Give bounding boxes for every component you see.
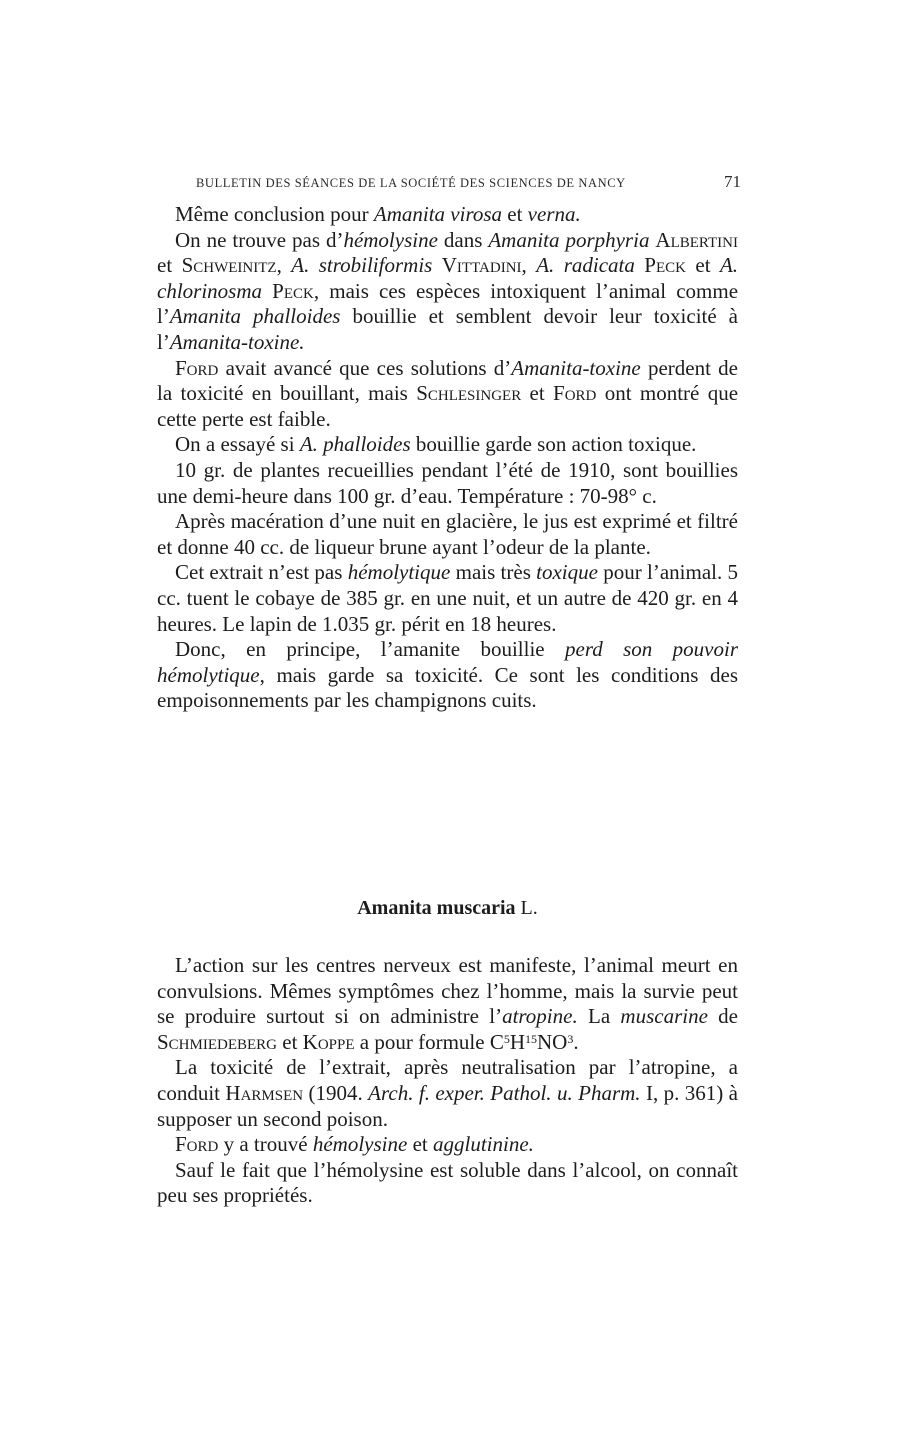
text-run: a pour formule C <box>354 1029 504 1054</box>
text-run: et <box>157 253 182 278</box>
text-run: . <box>573 1029 579 1054</box>
section-title-author: L. <box>515 897 538 919</box>
author-name: Schmiedeberg <box>157 1029 278 1054</box>
italic-text: hémolysine <box>312 1132 408 1157</box>
paragraph <box>157 1132 738 1158</box>
body-text-bottom <box>157 953 738 1209</box>
body-text-top <box>157 202 738 714</box>
text-run: NO <box>537 1029 568 1054</box>
text-run: (1904. <box>303 1080 369 1105</box>
superscript: 5 <box>503 1031 510 1046</box>
author-name: Koppe <box>302 1029 355 1054</box>
paragraph <box>157 458 738 509</box>
text-run: dans <box>437 227 489 252</box>
paragraph <box>157 356 738 433</box>
text-run <box>635 253 644 277</box>
paragraph <box>157 637 738 714</box>
text-run <box>262 279 272 303</box>
italic-text: A. chlorinosma <box>157 253 739 303</box>
section-title <box>157 897 738 920</box>
text-run: de <box>707 1004 738 1029</box>
text-run: , <box>521 253 537 278</box>
italic-text: atropine. <box>502 1004 578 1029</box>
text-run: Sauf le fait que l’hémolysine est soluble dans l’alcool, on connaît peu ses propriétés. <box>157 1157 738 1208</box>
author-name: Harmsen <box>225 1080 304 1105</box>
text-run: et <box>407 1132 433 1157</box>
italic-text: hémolytique <box>347 560 451 585</box>
italic-text: toxique <box>536 560 598 585</box>
author-name: Ford <box>175 355 219 380</box>
paragraph <box>157 1055 738 1132</box>
author-name: Ford <box>175 1132 219 1157</box>
text-run: 10 gr. de plantes recueillies pendant l’été de 1910, sont bouillies une demi-heure dans 100 gr. d’eau. Température : 70-98° c. <box>157 457 738 508</box>
text-run: bouillie et semblent devoir leur toxicité à l’ <box>157 304 738 354</box>
text-run: Après macération d’une nuit en glacière, le jus est exprimé et filtré et donne 40 cc. de liqueur brune ayant l’odeur de la plante. <box>157 509 738 559</box>
italic-text: Arch. f. exper. Pathol. u. Pharm. <box>368 1080 641 1105</box>
paragraph <box>157 560 738 637</box>
text-run: Donc, en principe, l’amanite bouillie <box>175 637 565 662</box>
text-run: et <box>521 381 554 406</box>
italic-text: Amanita-toxine. <box>169 329 305 354</box>
paragraph <box>157 509 738 560</box>
text-run: On ne trouve pas d’ <box>175 227 344 252</box>
italic-text: A. strobiliformis <box>291 253 433 278</box>
text-run: Cet extrait n’est pas <box>175 560 348 585</box>
superscript: 15 <box>525 1031 537 1046</box>
text-run: ont montré que cette perte est faible. <box>157 381 739 431</box>
text-run: bouillie garde son action toxique. <box>410 432 697 457</box>
author-name: Albertini <box>655 227 738 252</box>
superscript: 3 <box>567 1031 574 1046</box>
text-run: La toxicité de l’extrait, après neutralisation par l’atropine, a conduit <box>157 1055 738 1105</box>
italic-text: Amanita virosa <box>373 202 503 226</box>
author-name: Vittadini <box>441 253 522 278</box>
text-run: et <box>277 1029 303 1054</box>
italic-text: Amanita-toxine <box>511 355 641 380</box>
text-run: y a trouvé <box>218 1132 313 1157</box>
section-title-name: Amanita muscaria <box>357 897 516 919</box>
italic-text: Amanita porphyria <box>488 227 650 252</box>
text-run: avait avancé que ces solutions d’ <box>218 355 512 380</box>
page-number: 71 <box>724 172 741 191</box>
author-name: Peck <box>644 253 686 278</box>
author-name: Ford <box>553 381 597 406</box>
text-run: et <box>502 202 528 226</box>
running-title: BULLETIN DES SÉANCES DE LA SOCIÉTÉ DES SCIENCES DE NANCY <box>196 176 626 190</box>
text-run: et <box>685 253 720 278</box>
text-run: Même conclusion pour <box>175 202 374 226</box>
text-run <box>432 253 441 277</box>
paragraph <box>157 1158 738 1209</box>
italic-text: verna. <box>527 202 581 226</box>
text-run: , mais garde sa toxicité. Ce sont les conditions des empoisonnements par les champignons cuits. <box>157 662 738 713</box>
italic-text: Amanita phalloides <box>169 304 341 329</box>
italic-text: muscarine <box>620 1004 708 1029</box>
text-run: I, p. 361) à supposer un second poison. <box>157 1080 738 1131</box>
text-run: mais très <box>450 560 537 585</box>
text-run: La <box>577 1004 621 1029</box>
text-run: , mais ces espèces intoxiquent l’animal comme l’ <box>157 278 739 329</box>
paragraph <box>157 432 738 458</box>
paragraph <box>157 953 738 1055</box>
running-head <box>196 172 741 191</box>
author-name: Schweinitz <box>181 253 277 278</box>
author-name: Schlesinger <box>416 381 522 406</box>
paragraph <box>157 202 738 228</box>
italic-text: hémolysine <box>343 227 438 252</box>
italic-text: agglutinine. <box>432 1132 534 1157</box>
text-run: L’action sur les centres nerveux est manifeste, l’animal meurt en convulsions. Mêmes symptômes chez l’homme, mais la survie peut se produire surtout si on administre l’ <box>157 953 738 1029</box>
author-name: Peck <box>272 278 314 303</box>
text-run: pour l’animal. 5 cc. tuent le cobaye de 385 gr. en une nuit, et un autre de 420 gr. en 4 heures. Le lapin de 1.035 gr. périt en 18 heures. <box>157 560 739 636</box>
italic-text: perd son pouvoir hémolytique <box>157 637 738 687</box>
paragraph <box>157 228 738 356</box>
italic-text: A. phalloides <box>299 432 411 457</box>
italic-text: A. radicata <box>536 253 635 278</box>
text-run: perdent de la toxicité en bouillant, mais <box>157 355 738 406</box>
text-run: , <box>276 253 292 278</box>
text-run: On a essayé si <box>175 432 300 457</box>
text-run: H <box>509 1029 525 1054</box>
